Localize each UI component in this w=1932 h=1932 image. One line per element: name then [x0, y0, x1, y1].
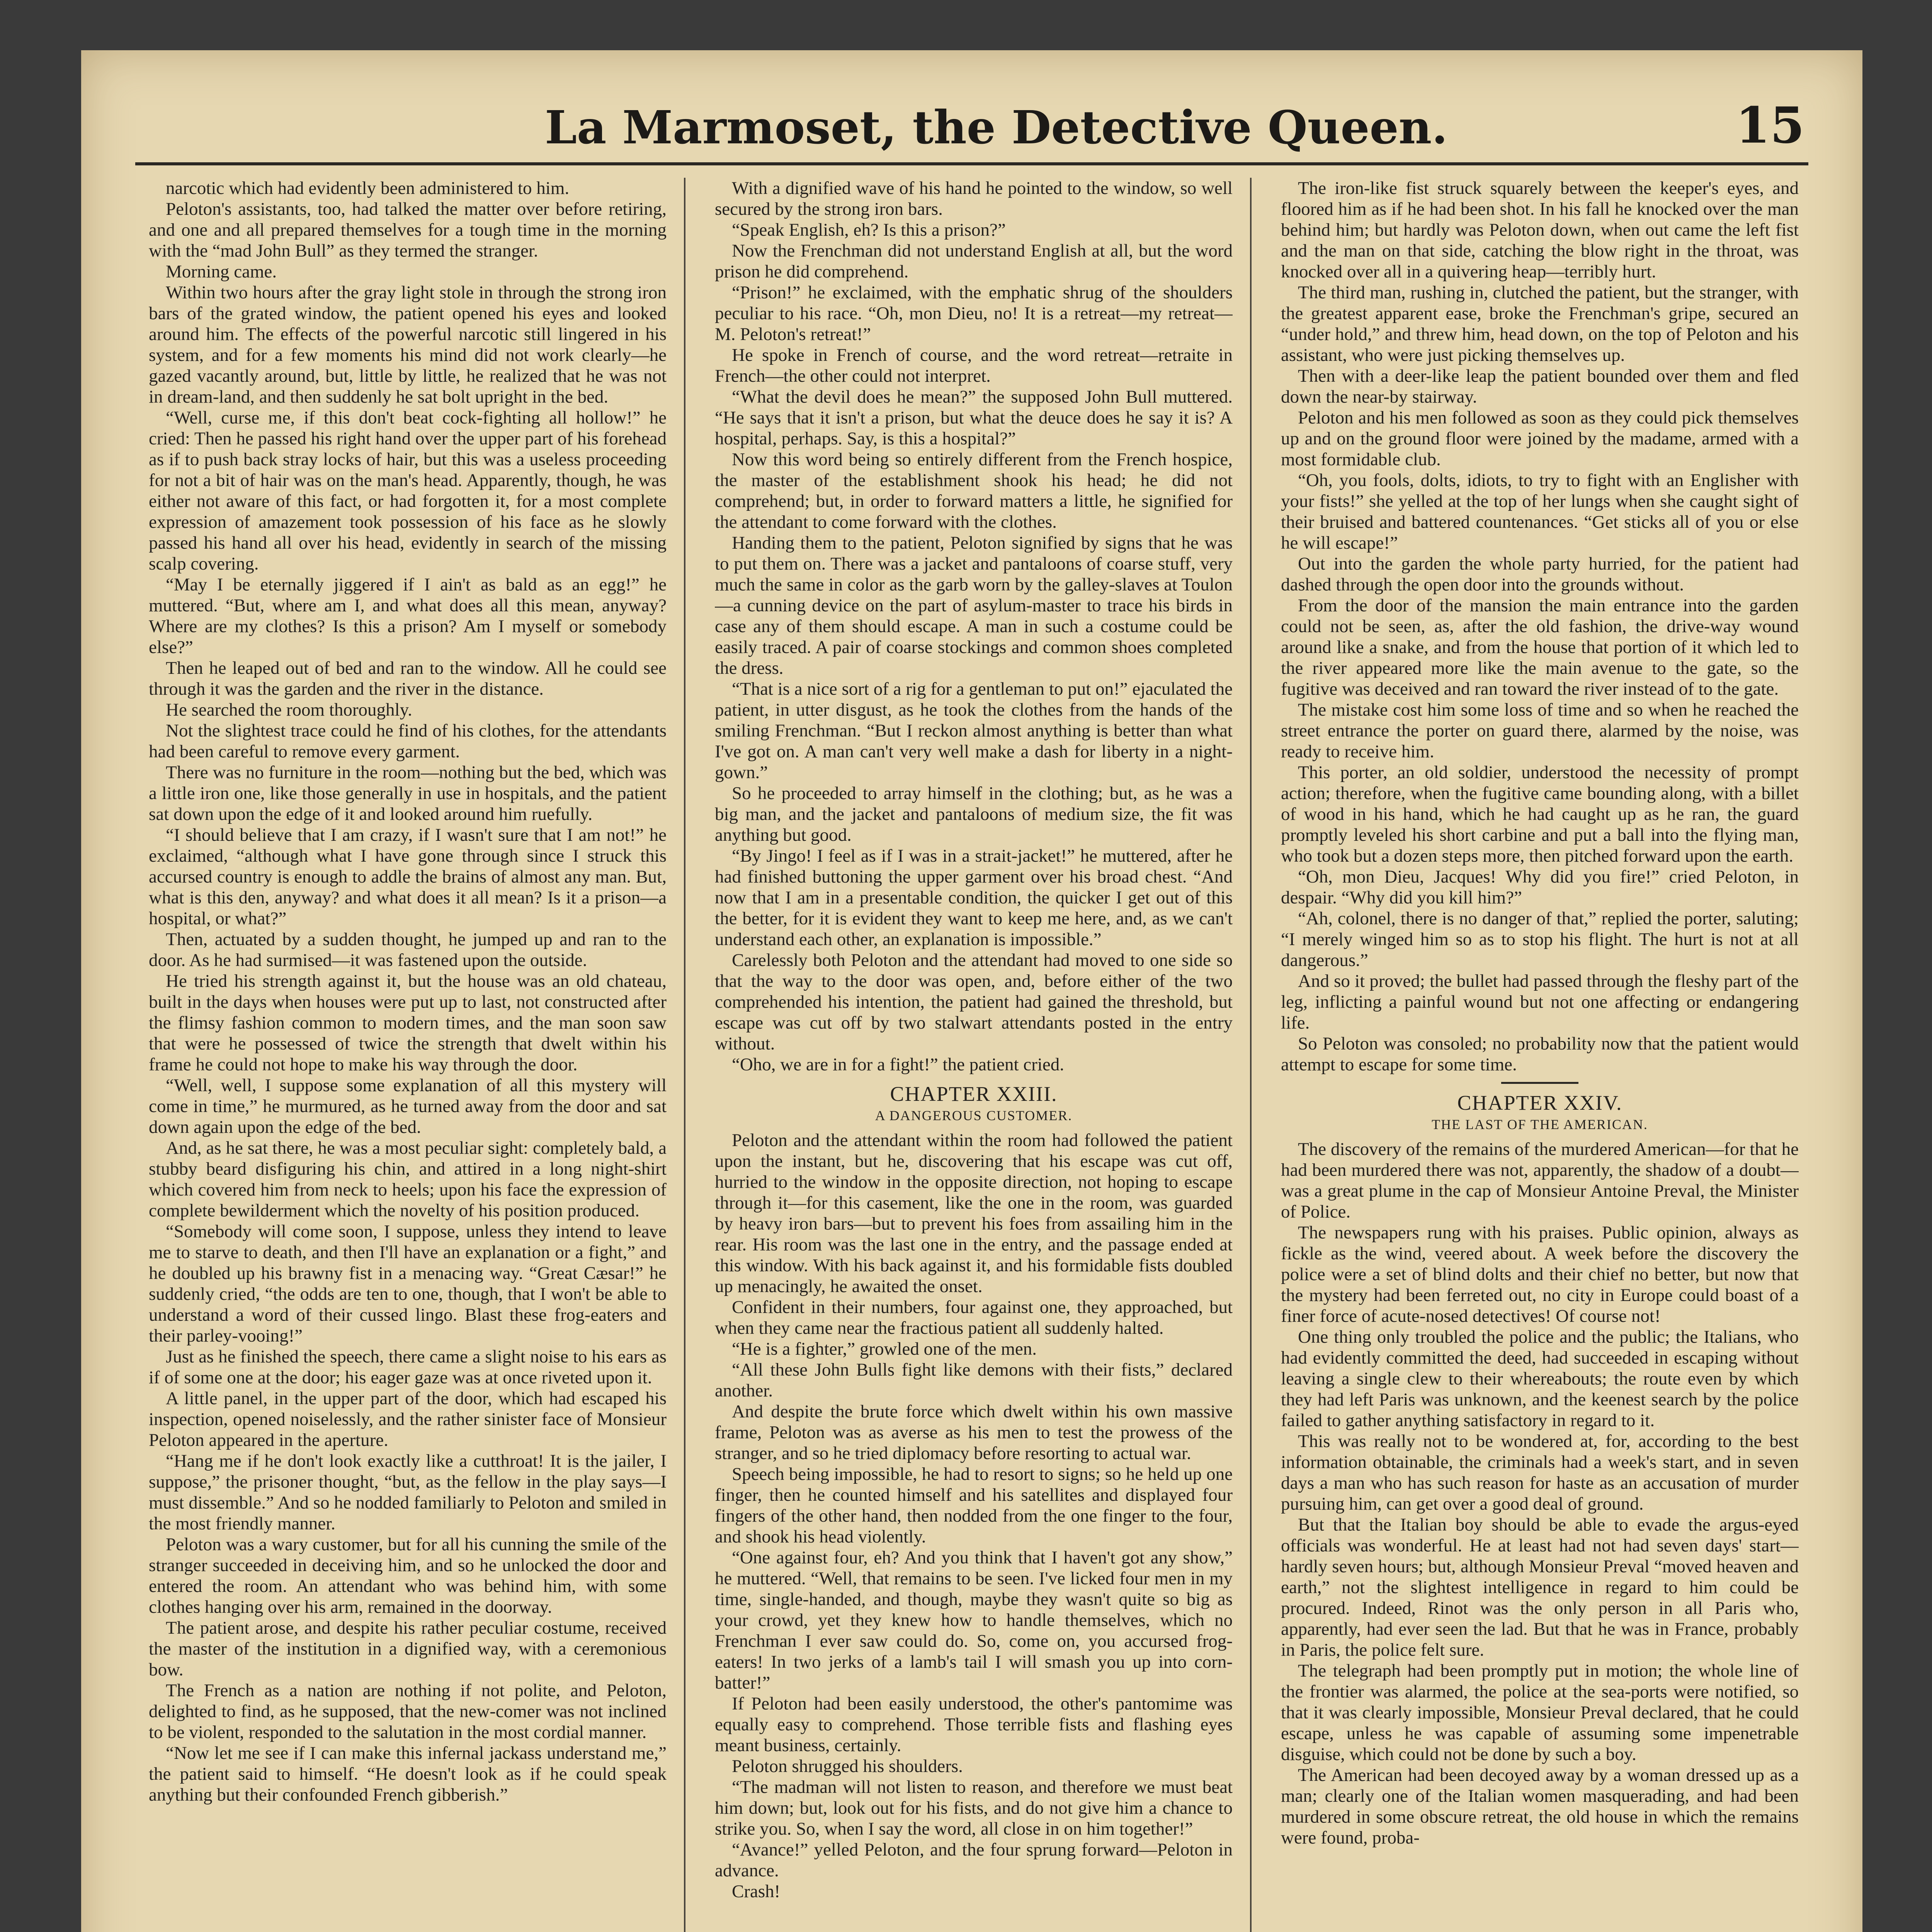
paragraph: The third man, rushing in, clutched the patient, but the stranger, with the greatest apparent ease, broke the Frenchman's gripe, secured an “under hold,” and threw him, head down, on the top of Peloton and his assistant, who were just picking themselves up.	[1281, 282, 1799, 365]
paragraph: “By Jingo! I feel as if I was in a strait-jacket!” he muttered, after he had finished buttoning the upper garment over his broad chest. “And now that I am in a presentable condition, the quicker I get out of this the better, for it is evident they want to keep me here, and, as we can't understand each other, an explanation is impossible.”	[715, 846, 1233, 949]
chapter-subtitle: A DANGEROUS CUSTOMER.	[875, 1108, 1073, 1123]
paragraph: A little panel, in the upper part of the door, which had escaped his inspection, opened noiselessly, and the rather sinister face of Monsieur Peloton appeared in the aperture.	[149, 1388, 667, 1450]
paragraph: From the door of the mansion the main entrance into the garden could not be seen, as, after the old fashion, the drive-way wound around like a snake, and from the house that portion of it which led to the river appeared more like the main avenue to the gate, so the fugitive was deceived and ran toward the river instead of to the gate.	[1281, 595, 1799, 699]
paragraph: He spoke in French of course, and the word retreat—retraite in French—the other could not interpret.	[715, 345, 1233, 386]
text-column-3	[1281, 178, 1799, 1932]
paragraph: The mistake cost him some loss of time and so when he reached the street entrance the porter on guard there, alarmed by the noise, was ready to receive him.	[1281, 700, 1799, 762]
paragraph: “He is a fighter,” growled one of the men.	[732, 1339, 1037, 1359]
chapter-heading: CHAPTER XXIII.	[890, 1082, 1058, 1105]
paragraph: If Peloton had been easily understood, the other's pantomime was equally easy to comprehend. Those terrible fists and flashing eyes meant business, certainly.	[715, 1694, 1233, 1755]
paragraph: Carelessly both Peloton and the attendant had moved to one side so that the way to the door was open, and, before either of the two comprehended his intention, the patient had gained the threshold, but escape was cut off by two stalwart attendants posted in the entry without.	[715, 950, 1233, 1054]
paragraph: Peloton was a wary customer, but for all his cunning the smile of the stranger succeeded in deceiving him, and so he unlocked the door and entered the room. An attendant who was behind him, with some clothes hanging over his arm, remained in the doorway.	[149, 1534, 667, 1617]
paragraph: Handing them to the patient, Peloton signified by signs that he was to put them on. There was a jacket and pantaloons of coarse stuff, very much the same in color as the garb worn by the galley-slaves at Toulon—a cunning device on the part of asylum-master to trace his birds in case any of them should escape. A man in such a costume could be easily traced. A pair of coarse stockings and common shoes completed the dress.	[715, 533, 1233, 678]
paragraph: Peloton and the attendant within the room had followed the patient upon the instant, but he, discovering that his escape was cut off, hurried to the window in the opposite direction, not hoping to escape through it—for this casement, like the one in the room, was guarded by heavy iron bars—but to prevent his foes from assailing him in the rear. His room was the last one in the entry, and the passage ended at this window. With his back against it, and his formidable fists doubled up menacingly, he awaited the onset.	[715, 1130, 1233, 1296]
chapter-divider-rule	[1501, 1082, 1578, 1084]
paragraph: “Now let me see if I can make this infernal jackass understand me,” the patient said to himself. “He doesn't look as if he could speak anything but their confounded French gibberish.”	[149, 1743, 667, 1805]
paragraph: There was no furniture in the room—nothing but the bed, which was a little iron one, like those generally in use in hospitals, and the patient sat down upon the edge of it and looked around him ruefully.	[149, 762, 667, 824]
paragraph: “Somebody will come soon, I suppose, unless they intend to leave me to starve to death, and then I'll have an explanation or a fight,” and he doubled up his brawny fist in a menacing way. “Great Cæsar!” he suddenly cried, “the odds are ten to one, though, that I won't be able to understand a word of their cussed lingo. Blast these frog-eaters and their parley-vooing!”	[149, 1221, 667, 1346]
paragraph: This porter, an old soldier, understood the necessity of prompt action; therefore, when the fugitive came bounding along, with a billet of wood in his hand, which he had caught up as he ran, the guard promptly leveled his short carbine and put a ball into the flying man, who took but a dozen steps more, then pitched forward upon the earth.	[1281, 762, 1799, 866]
paragraph: So he proceeded to array himself in the clothing; but, as he was a big man, and the jacket and pantaloons of medium size, the fit was anything but good.	[715, 783, 1233, 845]
paragraph: “One against four, eh? And you think that I haven't got any show,” he muttered. “Well, that remains to be seen. I've licked four men in my time, single-handed, and though, maybe they wasn't quite so big as your crowd, yet they knew how to handle themselves, which no Frenchman I ever saw could do. So, come on, you accursed frog-eaters! In two jerks of a lamb's tail I will smash you up into corn-batter!”	[715, 1548, 1233, 1693]
paragraph: Out into the garden the whole party hurried, for the patient had dashed through the open door into the grounds without.	[1281, 554, 1799, 595]
paragraph: Now this word being so entirely different from the French hospice, the master of the establishment shook his head; he did not comprehend; but, in order to forward matters a little, he signified for the attendant to come forward with the clothes.	[715, 449, 1233, 532]
paragraph: The American had been decoyed away by a woman dressed up as a man; clearly one of the Italian women masquerading, and had been murdered in some obscure retreat, the old house in which the remains were found, proba-	[1281, 1765, 1799, 1848]
paragraph: So Peloton was consoled; no probability now that the patient would attempt to escape for some time.	[1281, 1034, 1799, 1075]
paragraph: The patient arose, and despite his rather peculiar costume, received the master of the institution in a dignified way, with a ceremonious bow.	[149, 1618, 667, 1680]
paragraph: Peloton and his men followed as soon as they could pick themselves up and on the ground floor were joined by the madame, armed with a most formidable club.	[1281, 408, 1799, 469]
running-title: La Marmoset, the Detective Queen.	[545, 100, 1448, 154]
paragraph: Not the slightest trace could he find of his clothes, for the attendants had been careful to remove every garment.	[149, 721, 667, 762]
paragraph: Peloton shrugged his shoulders.	[732, 1756, 963, 1776]
text-column-1	[149, 178, 667, 1932]
paragraph: “Well, curse me, if this don't beat cock-fighting all hollow!” he cried: Then he passed his right hand over the upper part of his forehead as if to push back stray locks of hair, but this was a useless proceeding for not a bit of hair was on the man's head. Apparently, though, he was either not aware of this fact, or had forgotten it, for a most complete expression of amazement took possession of his face as he slowly passed his hand all over his head, evidently in search of the missing scalp covering.	[149, 408, 667, 574]
paragraph: The iron-like fist struck squarely between the keeper's eyes, and floored him as if he had been shot. In his fall he knocked over the man behind him; but hardly was Peloton down, when out came the left fist and the man on that side, catching the blow right in the throat, was knocked over all in a quivering heap—terribly hurt.	[1281, 178, 1799, 282]
paragraph: He tried his strength against it, but the house was an old chateau, built in the days when houses were put up to last, not constructed after the flimsy fashion common to modern times, and the man soon saw that were he possessed of twice the strength that dwelt within his frame he could not hope to make his way through the door.	[149, 971, 667, 1075]
paragraph: “What the devil does he mean?” the supposed John Bull muttered. “He says that it isn't a prison, but what the deuce does he say it is? A hospital, perhaps. Say, is this a hospital?”	[715, 387, 1233, 449]
page-number: 15	[1735, 97, 1804, 155]
paragraph: He searched the room thoroughly.	[166, 700, 412, 720]
paragraph: “Oh, you fools, dolts, idiots, to try to fight with an Englisher with your fists!” she yelled at the top of her lungs when she caught sight of their bruised and battered countenances. “Get sticks all of you or else he will escape!”	[1281, 470, 1799, 553]
paragraph: Morning came.	[166, 262, 277, 282]
paragraph: narcotic which had evidently been administered to him.	[166, 178, 570, 198]
paragraph: “Well, well, I suppose some explanation of all this mystery will come in time,” he murmured, as he turned away from the door and sat down again upon the edge of the bed.	[149, 1075, 667, 1137]
paragraph: Confident in their numbers, four against one, they approached, but when they came near the fractious patient all suddenly halted.	[715, 1297, 1233, 1338]
paragraph: Just as he finished the speech, there came a slight noise to his ears as if of some one at the door; his eager gaze was at once riveted upon it.	[149, 1347, 667, 1388]
paragraph: “All these John Bulls fight like demons with their fists,” declared another.	[715, 1360, 1233, 1401]
chapter-subtitle: THE LAST OF THE AMERICAN.	[1432, 1117, 1648, 1132]
page-header	[81, 50, 1862, 170]
paragraph: And despite the brute force which dwelt within his own massive frame, Peloton was as averse as his men to test the prowess of the stranger, and so he tried diplomacy before resorting to actual war.	[715, 1401, 1233, 1463]
paragraph: Crash!	[732, 1881, 781, 1901]
paragraph: Now the Frenchman did not understand English at all, but the word prison he did comprehend.	[715, 241, 1233, 282]
paragraph: “Avance!” yelled Peloton, and the four sprung forward—Peloton in advance.	[715, 1840, 1233, 1881]
paragraph: One thing only troubled the police and the public; the Italians, who had evidently committed the deed, had succeeded in escaping without leaving a single clew to their whereabouts; the route even by which they had left Paris was unknown, and the keenest search by the police failed to gather anything satisfactory in regard to it.	[1281, 1327, 1799, 1430]
paragraph: Then he leaped out of bed and ran to the window. All he could see through it was the garden and the river in the distance.	[149, 658, 667, 699]
paragraph: With a dignified wave of his hand he pointed to the window, so well secured by the strong iron bars.	[715, 178, 1233, 219]
paragraph: “Oho, we are in for a fight!” the patient cried.	[732, 1054, 1064, 1075]
paragraph: The French as a nation are nothing if not polite, and Peloton, delighted to find, as he supposed, that the new-comer was not inclined to be violent, responded to the salutation in the most cordial manner.	[149, 1680, 667, 1742]
paragraph: “Prison!” he exclaimed, with the emphatic shrug of the shoulders peculiar to his race. “Oh, mon Dieu, no! It is a retreat—my retreat—M. Peloton's retreat!”	[715, 282, 1233, 344]
paragraph: “Oh, mon Dieu, Jacques! Why did you fire!” cried Peloton, in despair. “Why did you kill him?”	[1281, 867, 1799, 908]
paragraph: And so it proved; the bullet had passed through the fleshy part of the leg, inflicting a painful wound but not one affecting or endangering life.	[1281, 971, 1799, 1033]
paragraph: Peloton's assistants, too, had talked the matter over before retiring, and one and all prepared themselves for a tough time in the morning with the “mad John Bull” as they termed the stranger.	[149, 199, 667, 261]
column-divider	[684, 178, 685, 1932]
paragraph: Speech being impossible, he had to resort to signs; so he held up one finger, then he counted himself and his satellites and displayed four fingers of the other hand, then nodded from the one finger to the four, and shook his head violently.	[715, 1464, 1233, 1547]
paragraph: And, as he sat there, he was a most peculiar sight: completely bald, a stubby beard disfiguring his chin, and attired in a long night-shirt which covered him from neck to heels; upon his face the expression of complete bewilderment which the novelty of his position produced.	[149, 1138, 667, 1221]
paragraph: The telegraph had been promptly put in motion; the whole line of the frontier was alarmed, the police at the sea-ports were notified, so that it was clearly impossible, Monsieur Preval declared, that he could escape, unless he was capable of assuming some impenetrable disguise, which could not be done by such a boy.	[1281, 1661, 1799, 1764]
paragraph: This was really not to be wondered at, for, according to the best information obtainable, the criminals had a week's start, and in seven days a man who has such reason for haste as an accusation of murder pursuing him, can get over a good deal of ground.	[1281, 1431, 1799, 1514]
paragraph: The discovery of the remains of the murdered American—for that he had been murdered there was not, apparently, the shadow of a doubt—was a great plume in the cap of Monsieur Antoine Preval, the Minister of Police.	[1281, 1139, 1799, 1222]
paragraph: Then, actuated by a sudden thought, he jumped up and ran to the door. As he had surmised—it was fastened upon the outside.	[149, 929, 667, 970]
paragraph: “May I be eternally jiggered if I ain't as bald as an egg!” he muttered. “But, where am I, and what does all this mean, anyway? Where are my clothes? Is this a prison? Am I myself or somebody else?”	[149, 575, 667, 657]
paragraph: “Hang me if he don't look exactly like a cutthroat! It is the jailer, I suppose,” the prisoner thought, “but, as the fellow in the play says—I must dissemble.” And so he nodded familiarly to Peloton and smiled in the most friendly manner.	[149, 1451, 667, 1534]
paragraph: Then with a deer-like leap the patient bounded over them and fled down the near-by stairway.	[1281, 366, 1799, 407]
chapter-heading: CHAPTER XXIV.	[1457, 1091, 1622, 1114]
text-column-2	[715, 178, 1233, 1932]
paragraph: “That is a nice sort of a rig for a gentleman to put on!” ejaculated the patient, in utter disgust, as he took the clothes from the hands of the smiling Frenchman. “But I reckon almost anything is better than what I've got on. A man can't very well make a dash for liberty in a night-gown.”	[715, 679, 1233, 782]
paragraph: Within two hours after the gray light stole in through the strong iron bars of the grated window, the patient opened his eyes and looked around him. The effects of the powerful narcotic still lingered in his system, and for a few moments his mind did not work clearly—he gazed vacantly around, but, little by little, he realized that he was not in dream-land, and then suddenly he sat bolt upright in the bed.	[149, 282, 667, 407]
paragraph: The newspapers rung with his praises. Public opinion, always as fickle as the wind, veered about. A week before the discovery the police were a set of blind dolts and their chief no better, but now that the mystery had been ferreted out, no city in Europe could boast of a finer force of acute-nosed detectives! Of course not!	[1281, 1223, 1799, 1326]
header-rule	[135, 162, 1808, 165]
paragraph: “I should believe that I am crazy, if I wasn't sure that I am not!” he exclaimed, “although what I have gone through since I struck this accursed country is enough to addle the brains of almost any man. But, what is this den, anyway? and what does it all mean? Is it a prison—a hospital, or what?”	[149, 825, 667, 929]
paragraph: “Ah, colonel, there is no danger of that,” replied the porter, saluting; “I merely winged him so as to stop his flight. The hurt is not at all dangerous.”	[1281, 908, 1799, 970]
paragraph: “The madman will not listen to reason, and therefore we must beat him down; but, look out for his fists, and do not give him a chance to strike you. So, when I say the word, all close in on him together!”	[715, 1777, 1233, 1839]
paragraph: But that the Italian boy should be able to evade the argus-eyed officials was wonderful. He at least had not had seven days' start—hardly seven hours; but, although Monsieur Preval “moved heaven and earth,” not the slightest intelligence in regard to him could be procured. Indeed, Rinot was the only person in all Paris who, apparently, had ever seen the lad. But that he was in France, probably in Paris, the police felt sure.	[1281, 1515, 1799, 1660]
column-divider	[1250, 178, 1252, 1932]
newspaper-page	[81, 50, 1862, 1932]
paragraph: “Speak English, eh? Is this a prison?”	[732, 220, 1006, 240]
